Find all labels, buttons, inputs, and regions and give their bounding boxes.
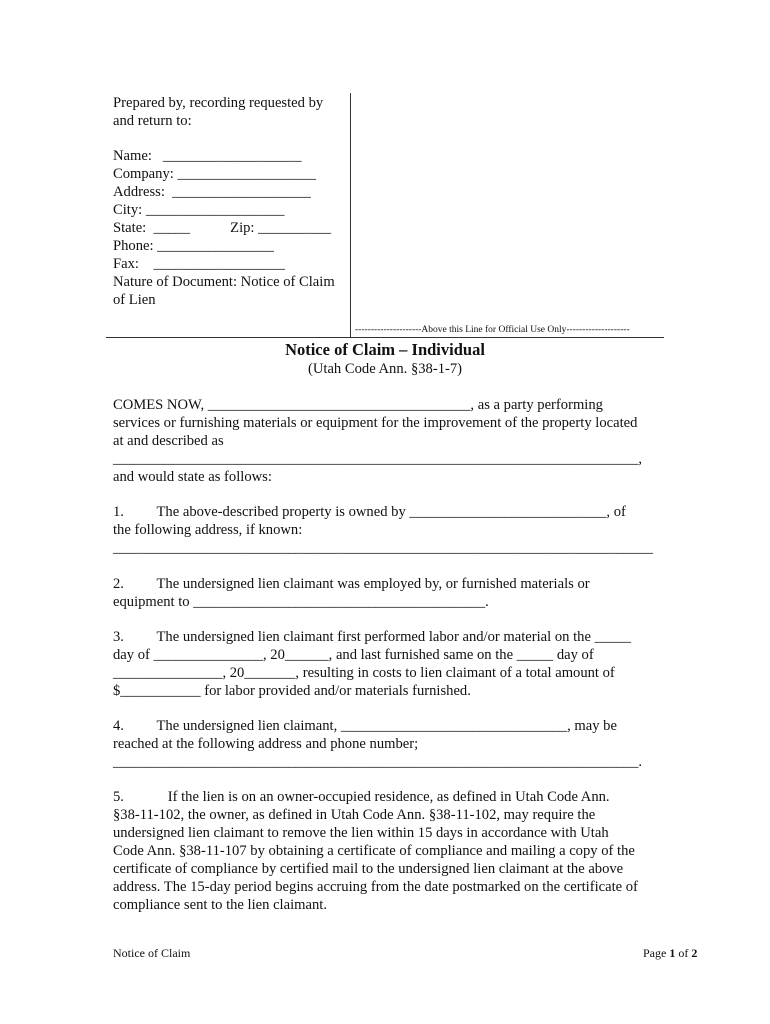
paragraph-3-line3[interactable]: _______________, 20_______, resulting in costs to lien claimant of a total amount of [113,665,615,681]
intro-line5: and would state as follows: [113,469,272,485]
paragraph-3-line1[interactable]: 3. The undersigned lien claimant first performed labor and/or material on the _____ [113,629,632,645]
document-title: Notice of Claim – Individual [285,340,485,359]
city-field[interactable]: City: ___________________ [113,202,285,218]
address-field[interactable]: Address: ___________________ [113,184,311,200]
page-total: 2 [691,946,698,960]
intro-line3: at and described as [113,433,224,449]
paragraph-5-line6: address. The 15-day period begins accruing from the date postmarked on the certificate of [113,879,638,895]
intro-line1[interactable]: COMES NOW, ____________________________________, as a party performing [113,397,603,413]
paragraph-5-line3: undersigned lien claimant to remove the lien within 15 days in accordance with Utah [113,825,609,841]
footer-document-name: Notice of Claim [113,946,191,960]
paragraph-3-line4[interactable]: $___________ for labor provided and/or materials furnished. [113,683,471,699]
page-word: Page [643,946,667,960]
owner-address-field[interactable]: __________________________________________________________________________ [113,540,653,556]
official-use-notice: ---------------------Above this Line for Official Use Only-------------------- [355,325,630,335]
name-field[interactable]: Name: ___________________ [113,148,302,164]
phone-field[interactable]: Phone: ________________ [113,238,274,254]
paragraph-1-line2: the following address, if known: [113,522,303,538]
paragraph-4-line1[interactable]: 4. The undersigned lien claimant, _______________________________, may be [113,718,617,734]
paragraph-2-line1: 2. The undersigned lien claimant was employed by, or furnished materials or [113,576,590,592]
official-use-divider [106,337,664,338]
paragraph-5-line2: §38-11-102, the owner, as defined in Utah Code Ann. §38-11-102, may require the [113,807,596,823]
paragraph-5-line7: compliance sent to the lien claimant. [113,897,327,913]
paragraph-5-line4: Code Ann. §38-11-107 by obtaining a certificate of compliance and mailing a copy of the [113,843,635,859]
footer-page-number [643,944,697,962]
paragraph-2-line2[interactable]: equipment to ________________________________________. [113,594,489,610]
paragraph-1-line1[interactable]: 1. The above-described property is owned by ___________________________, of [113,504,626,520]
paragraph-4-line2: reached at the following address and phone number; [113,736,419,752]
page-current: 1 [669,946,676,960]
prepared-by-line1: Prepared by, recording requested by [113,95,324,111]
company-field[interactable]: Company: ___________________ [113,166,317,182]
paragraph-5-line5: certificate of compliance by certified mail to the undersigned lien claimant at the above [113,861,624,877]
nature-of-document-line1: Nature of Document: Notice of Claim [113,274,335,290]
property-description-field[interactable]: ________________________________________________________________________, [113,451,643,467]
paragraph-3-line2[interactable]: day of _______________, 20______, and last furnished same on the _____ day of [113,647,594,663]
of-word: of [678,946,689,960]
nature-of-document-line2: of Lien [113,292,156,308]
fax-field[interactable]: Fax: __________________ [113,256,285,272]
state-zip-field[interactable]: State: _____ Zip: __________ [113,220,332,236]
header-vertical-divider [350,93,351,337]
intro-line2: services or furnishing materials or equipment for the improvement of the property located [113,415,638,431]
paragraph-5-line1: 5. If the lien is on an owner-occupied residence, as defined in Utah Code Ann. [113,789,610,805]
document-subtitle: (Utah Code Ann. §38-1-7) [307,361,463,377]
claimant-contact-field[interactable]: ________________________________________________________________________. [113,754,643,770]
prepared-by-line2: and return to: [113,113,192,129]
